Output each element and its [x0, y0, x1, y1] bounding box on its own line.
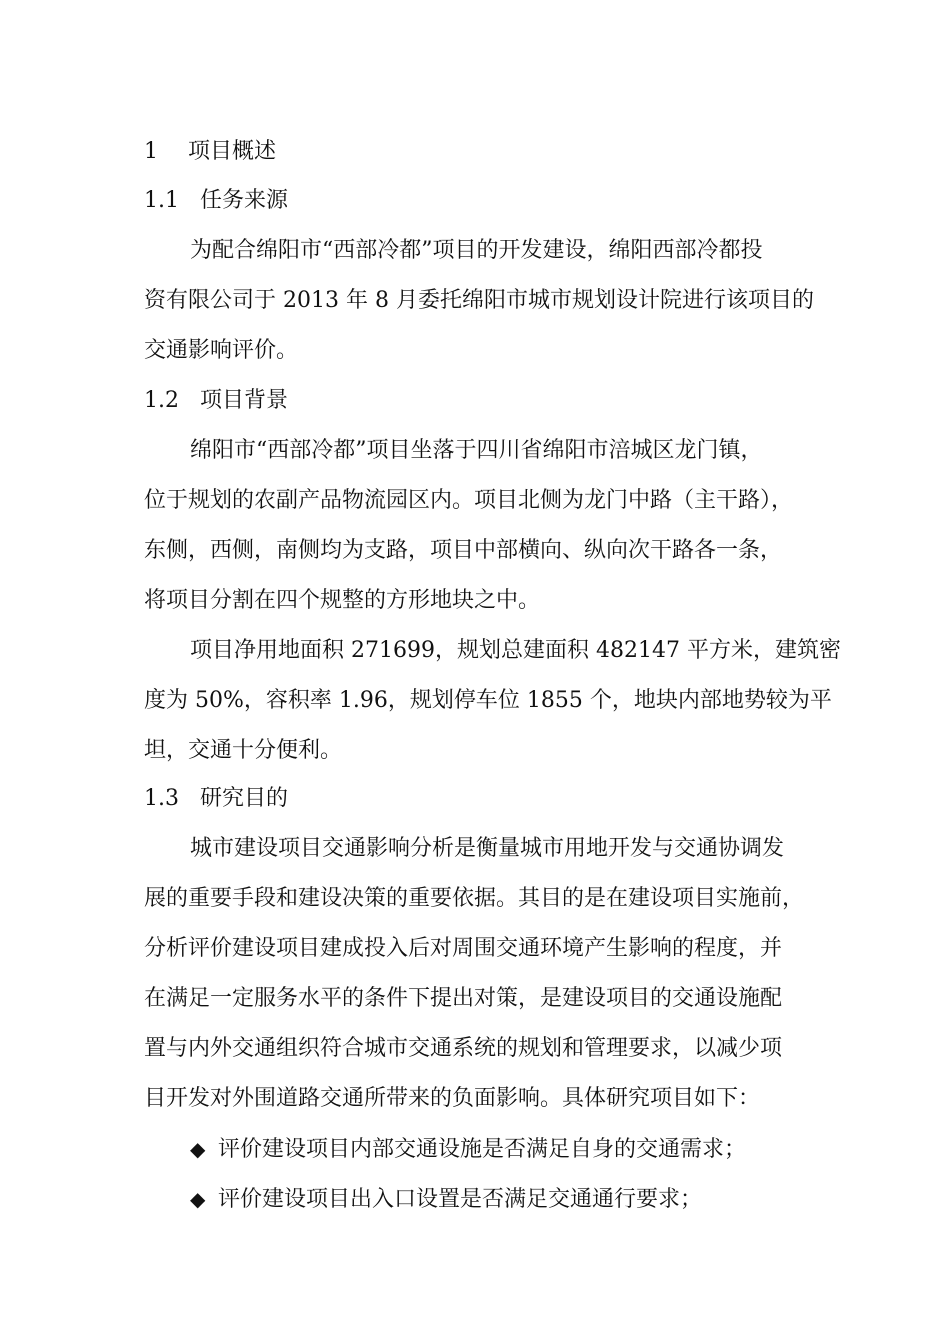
paragraph-line: 在满足一定服务水平的条件下提出对策，是建设项目的交通设施配: [144, 986, 783, 1011]
paragraph-line: 度为 50%，容积率 1.96，规划停车位 1855 个，地块内部地势较为平: [144, 688, 832, 713]
paragraph-line: 东侧，西侧，南侧均为支路，项目中部横向、纵向次干路各一条，: [144, 538, 783, 563]
diamond-bullet-icon: ◆: [190, 1137, 206, 1161]
section-heading-1-3: [144, 784, 834, 814]
paragraph-line: 绵阳市“西部冷都”项目坐落于四川省绵阳市涪城区龙门镇，: [190, 438, 763, 463]
section-heading-1: [144, 137, 834, 167]
paragraph-line: 项目净用地面积 271699，规划总建面积 482147 平方米，建筑密: [190, 638, 841, 663]
section-heading-1-2: [144, 386, 834, 416]
paragraph-line: 为配合绵阳市“西部冷都”项目的开发建设，绵阳西部冷都投: [190, 238, 763, 263]
section-number: 1: [144, 139, 158, 164]
section-title: 任务来源: [200, 188, 289, 213]
paragraph-line: 交通影响评价。: [144, 338, 299, 363]
section-title: 项目背景: [200, 388, 289, 413]
paragraph-line: 位于规划的农副产品物流园区内。项目北侧为龙门中路（主干路），: [144, 488, 794, 513]
paragraph-line: 目开发对外围道路交通所带来的负面影响。具体研究项目如下：: [144, 1086, 761, 1111]
paragraph-line: 分析评价建设项目建成投入后对周围交通环境产生影响的程度，并: [144, 936, 783, 961]
list-item: [190, 1184, 834, 1215]
paragraph-line: 将项目分割在四个规整的方形地块之中。: [144, 588, 541, 613]
section-number: 1.3: [144, 786, 179, 811]
section-number: 1.2: [144, 388, 179, 413]
paragraph-line: 城市建设项目交通影响分析是衡量城市用地开发与交通协调发: [190, 836, 785, 861]
section-number: 1.1: [144, 188, 179, 213]
section-title: 项目概述: [188, 139, 277, 164]
paragraph-line: 资有限公司于 2013 年 8 月委托绵阳市城市规划设计院进行该项目的: [144, 288, 814, 313]
section-title: 研究目的: [200, 786, 289, 811]
paragraph-line: 坦，交通十分便利。: [144, 738, 343, 763]
list-item-text: 评价建设项目出入口设置是否满足交通通行要求；: [218, 1187, 703, 1212]
paragraph-line: 置与内外交通组织符合城市交通系统的规划和管理要求，以减少项: [144, 1036, 783, 1061]
section-heading-1-1: [144, 186, 834, 216]
diamond-bullet-icon: ◆: [190, 1187, 206, 1211]
list-item: [190, 1134, 834, 1165]
list-item-text: 评价建设项目内部交通设施是否满足自身的交通需求；: [218, 1137, 747, 1162]
paragraph-line: 展的重要手段和建设决策的重要依据。其目的是在建设项目实施前，: [144, 886, 805, 911]
